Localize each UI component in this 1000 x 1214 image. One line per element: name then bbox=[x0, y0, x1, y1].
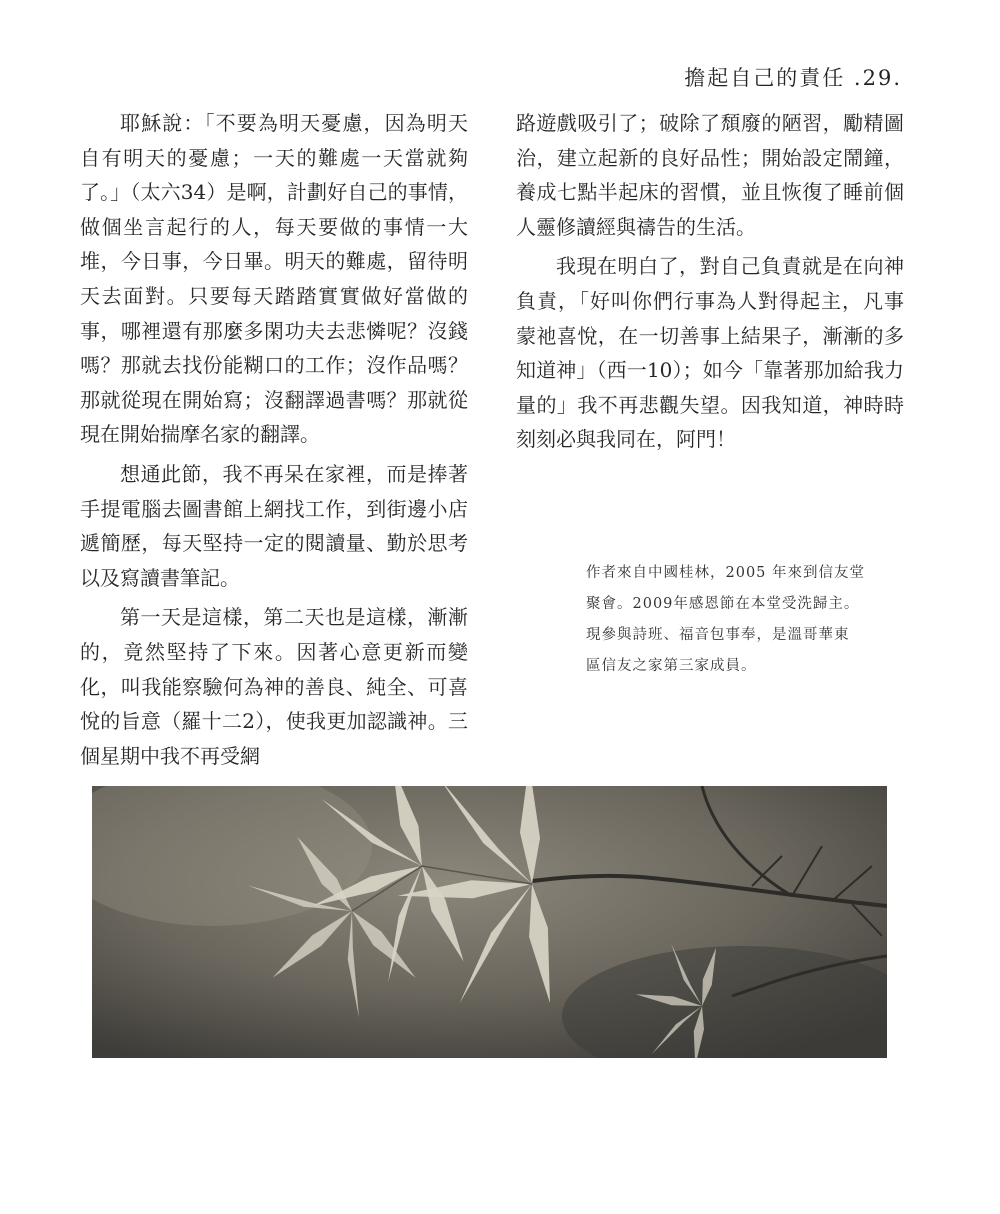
paragraph: 我現在明白了，對自己負責就是在向神負責，「好叫你們行事為人對得起主，凡事蒙祂喜悅，在一切善事上結果子，漸漸的多知道神」（西一10）；如今「靠著那加給我力量的」我不再悲觀失望。因我知道，神時時刻刻必與我同在，阿門！ bbox=[516, 254, 904, 452]
paragraph: 第一天是這樣，第二天也是這樣，漸漸的，竟然堅持了下來。因著心意更新而變化，叫我能察驗何為神的善良、純全、可喜悅的旨意（羅十二2），使我更加認識神。三個星期中我不再受網 bbox=[80, 605, 468, 768]
author-note-line: 作者來自中國桂林，2005 年來到信友堂 bbox=[586, 565, 866, 581]
paragraph-continuation: 路遊戲吸引了；破除了頹廢的陋習，勵精圖治，建立起新的良好品性；開始設定鬧鐘，養成七點半起床的習慣，並且恢復了睡前個人靈修讀經與禱告的生活。 bbox=[516, 111, 904, 239]
author-note-line: 區信友之家第三家成員。 bbox=[586, 658, 757, 674]
maple-leaf-photo bbox=[92, 786, 887, 1058]
author-note bbox=[586, 558, 906, 682]
maple-branch-illustration bbox=[92, 786, 887, 1058]
author-note-line: 聚會。2009年感恩節在本堂受洗歸主。 bbox=[586, 596, 860, 612]
page-header: 擔起自己的責任 .29. bbox=[684, 66, 902, 90]
right-column bbox=[516, 106, 904, 462]
paragraph: 想通此節，我不再呆在家裡，而是捧著手提電腦去圖書館上網找工作，到街邊小店遞簡歷，每天堅持一定的閱讀量、勤於思考以及寫讀書筆記。 bbox=[80, 461, 468, 590]
author-note-line: 現參與詩班、福音包事奉，是溫哥華東 bbox=[586, 627, 850, 643]
paragraph: 耶穌說：「不要為明天憂慮，因為明天自有明天的憂慮；一天的難處一天當就夠了。」（太六34）是啊，計劃好自己的事情，做個坐言起行的人，每天要做的事情一大堆，今日事，今日畢。明天的難處，留待明天去面對。只要每天踏踏實實做好當做的事，哪裡還有那麼多閑功夫去悲憐呢？沒錢嗎？那就去找份能糊口的工作；沒作品嗎？那就從現在開始寫；沒翻譯過書嗎？那就從現在開始揣摩名家的翻譯。 bbox=[80, 111, 468, 447]
left-column bbox=[80, 106, 468, 778]
